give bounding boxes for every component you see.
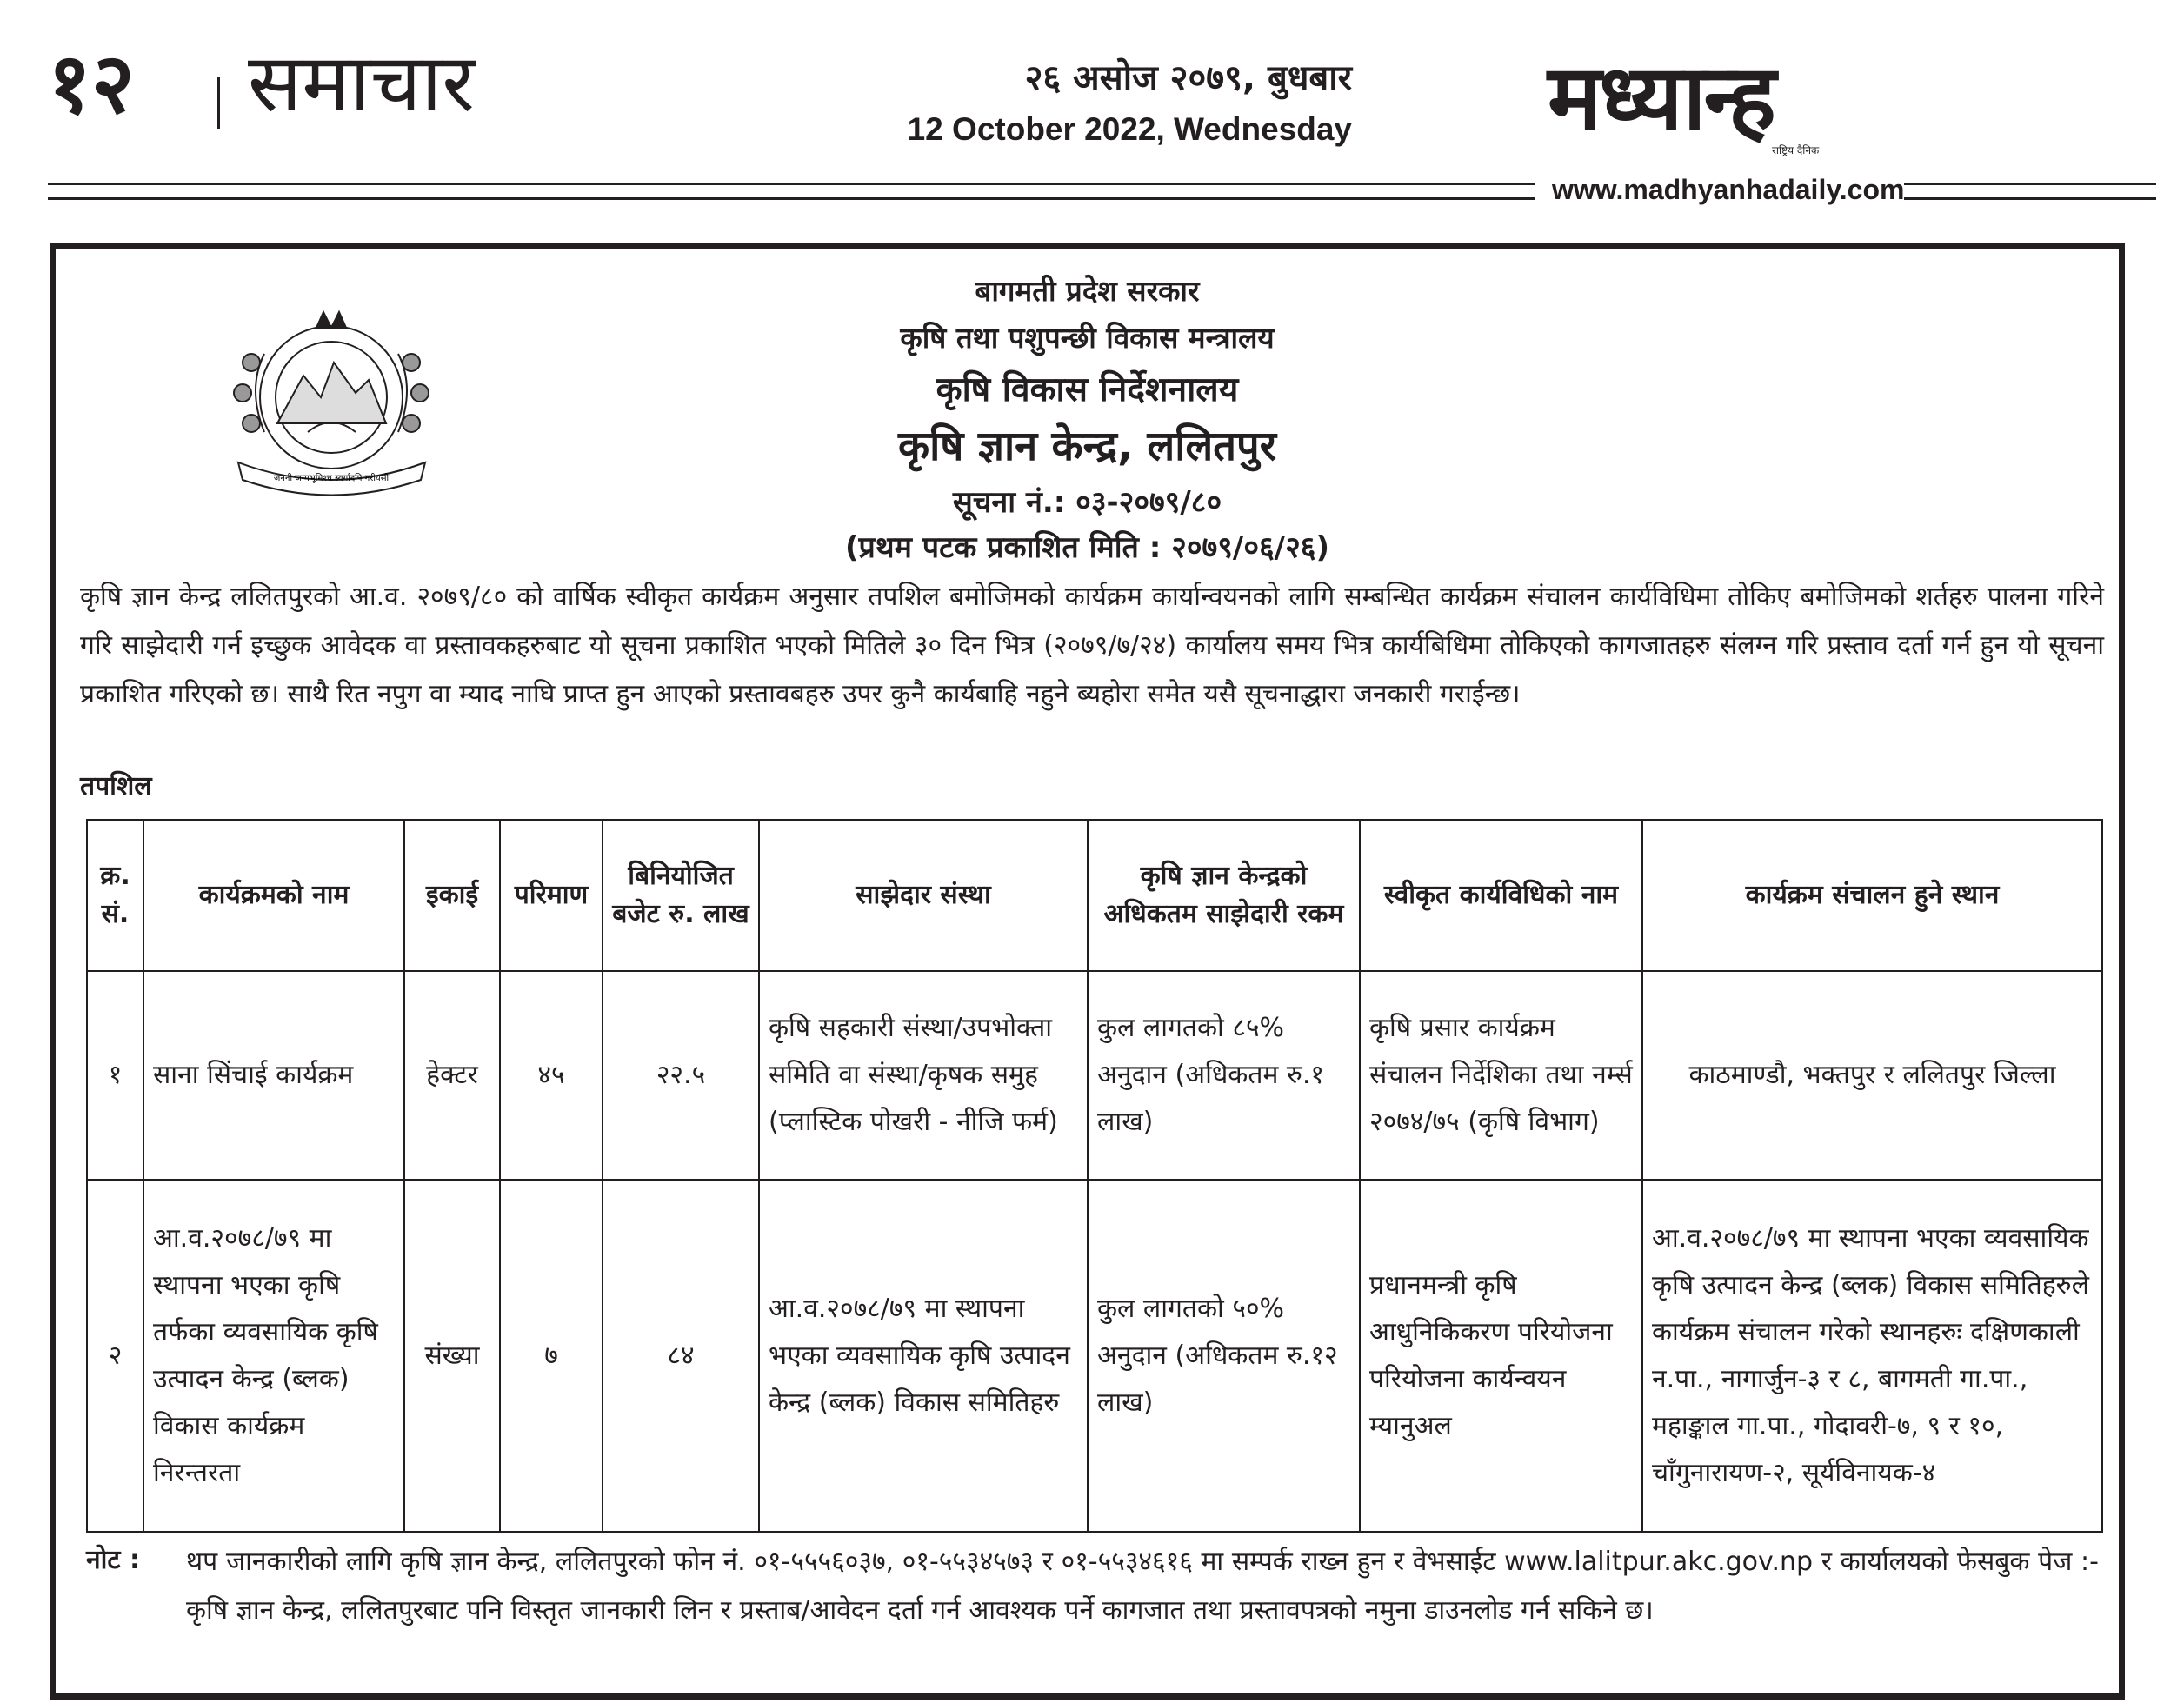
org-line-office: कृषि ज्ञान केन्द्र, ललितपुर — [898, 422, 1276, 470]
table-header-row — [87, 820, 2102, 971]
cell-sn: २ — [87, 1180, 143, 1532]
org-line-ministry: कृषि तथा पशुपन्छी विकास मन्त्रालय — [900, 321, 1275, 355]
column-header: साझेदार संस्था — [759, 820, 1088, 971]
org-line-province: बागमती प्रदेश सरकार — [975, 274, 1200, 308]
cell-sn: १ — [87, 971, 143, 1180]
column-header: क्र. सं. — [87, 820, 143, 971]
cell-quantity: ४५ — [500, 971, 603, 1180]
header-rule — [1904, 183, 2156, 185]
publication-date: (प्रथम पटक प्रकाशित मिति : २०७९/०६/२६) — [845, 530, 1329, 565]
column-header: इकाई — [404, 820, 500, 971]
cell-location: काठमाण्डौ, भक्तपुर र ललितपुर जिल्ला — [1642, 971, 2102, 1180]
cell-quantity: ७ — [500, 1180, 603, 1532]
org-line-directorate: कृषि विकास निर्देशनालय — [936, 370, 1239, 409]
cell-program: आ.व.२०७८/७९ मा स्थापना भएका कृषि तर्फका व्यवसायिक कृषि उत्पादन केन्द्र (ब्लक) विकास कार्यक्रम निरन्तरता — [143, 1180, 404, 1532]
page-number: १२ — [48, 35, 135, 132]
cell-max-share: कुल लागतको ५०% अनुदान (अधिकतम रु.१२ लाख) — [1088, 1180, 1360, 1532]
website-url[interactable]: www.madhyanhadaily.com — [1552, 174, 1905, 205]
header-rule — [48, 183, 1535, 185]
newspaper-logo: मध्यान्ह — [1548, 44, 1774, 150]
column-header: कार्यक्रम संचालन हुने स्थान — [1642, 820, 2102, 971]
cell-partner: आ.व.२०७८/७९ मा स्थापना भएका व्यवसायिक कृषि उत्पादन केन्द्र (ब्लक) विकास समितिहरु — [759, 1180, 1088, 1532]
cell-budget: २२.५ — [603, 971, 759, 1180]
date-english: 12 October 2022, Wednesday — [907, 111, 1352, 147]
header-divider — [217, 77, 220, 129]
column-header: स्वीकृत कार्यविधिको नाम — [1360, 820, 1642, 971]
notice-body: कृषि ज्ञान केन्द्र ललितपुरको आ.व. २०७९/८० को वार्षिक स्वीकृत कार्यक्रम अनुसार तपशिल बमोजिमको कार्यक्रम कार्यान्वयनको लागि सम्बन्धित कार्यक्रम संचालन कार्यविधिमा तोकिए बमोजिमको शर्तहरु पालना गरिने गरि साझेदारी गर्न इच्छुक आवेदक वा प्रस्तावकहरुबाट यो सूचना प्रकाशित भएको मितिले ३० दिन भित्र (२०७९/७/२४) कार्यालय समय भित्र कार्यबिधिमा तोकिएको कागजातहरु संलग्न गरि प्रस्ताव दर्ता गर्न हुन यो सूचना प्रकाशित गरिएको छ। साथै रित नपुग वा म्याद नाघि प्राप्त हुन आएको प्रस्तावबहरु उपर कुनै कार्यबाहि नहुने ब्यहोरा समेत यसै सूचनाद्धारा जनकारी गराईन्छ। — [80, 582, 2104, 709]
header-rule — [48, 197, 1535, 200]
logo-tagline: राष्ट्रिय दैनिक — [1772, 144, 1820, 156]
table-row — [87, 971, 2102, 1180]
schedule-table — [86, 819, 2103, 1533]
cell-unit: हेक्टर — [404, 971, 500, 1180]
notice-number: सूचना नं.: ०३-२०७९/८० — [952, 485, 1222, 520]
section-title: समाचार — [248, 37, 475, 130]
column-header: कृषि ज्ञान केन्द्रको अधिकतम साझेदारी रकम — [1088, 820, 1360, 971]
column-header: परिमाण — [500, 820, 603, 971]
cell-location: आ.व.२०७८/७९ मा स्थापना भएका व्यवसायिक कृषि उत्पादन केन्द्र (ब्लक) विकास समितिहरुले कार्यक्रम संचालन गरेको स्थानहरुः दक्षिणकाली न.पा., नागार्जुन-३ र ८, बागमती गा.पा., महाङ्काल गा.पा., गोदावरी-७, ९ र १०, चाँगुनारायण-२, सूर्यविनायक-४ — [1642, 1180, 2102, 1532]
schedule-label: तपशिल — [80, 771, 152, 802]
table-row — [87, 1180, 2102, 1532]
note-label: नोट : — [86, 1545, 140, 1575]
cell-unit: संख्या — [404, 1180, 500, 1532]
date-nepali: २६ असोज २०७९, बुधबार — [1024, 58, 1352, 98]
emblem-motto: जननी जन्मभूमिश्च स्वर्गादपि गरीयसी — [273, 474, 390, 483]
cell-program: साना सिंचाई कार्यक्रम — [143, 971, 404, 1180]
column-header: कार्यक्रमको नाम — [143, 820, 404, 971]
cell-procedure: प्रधानमन्त्री कृषि आधुनिकिकरण परियोजना परियोजना कार्यन्वयन म्यानुअल — [1360, 1180, 1642, 1532]
note-text: थप जानकारीको लागि कृषि ज्ञान केन्द्र, ललितपुरको फोन नं. ०१-५५५६०३७, ०१-५५३४५७३ र ०१-५५३४६१६ मा सम्पर्क राख्न हुन र वेभसाईट www.lalitpur.akc.gov.np र कार्यालयको फेसबुक पेज :- कृषि ज्ञान केन्द्र, ललितपुरबाट पनि विस्तृत जानकारी लिन र प्रस्ताब/आवेदन दर्ता गर्न आवश्यक पर्ने कागजात तथा प्रस्तावपत्रको नमुना डाउनलोड गर्न सकिने छ। — [186, 1547, 2099, 1626]
cell-max-share: कुल लागतको ८५% अनुदान (अधिकतम रु.१ लाख) — [1088, 971, 1360, 1180]
header-rule — [1904, 197, 2156, 200]
notice-box — [50, 243, 2125, 1700]
cell-partner: कृषि सहकारी संस्था/उपभोक्ता समिति वा संस्था/कृषक समुह (प्लास्टिक पोखरी - नीजि फर्म) — [759, 971, 1088, 1180]
cell-budget: ८४ — [603, 1180, 759, 1532]
column-header: बिनियोजित बजेट रु. लाख — [603, 820, 759, 971]
cell-procedure: कृषि प्रसार कार्यक्रम संचालन निर्देशिका तथा नर्म्स २०७४/७५ (कृषि विभाग) — [1360, 971, 1642, 1180]
